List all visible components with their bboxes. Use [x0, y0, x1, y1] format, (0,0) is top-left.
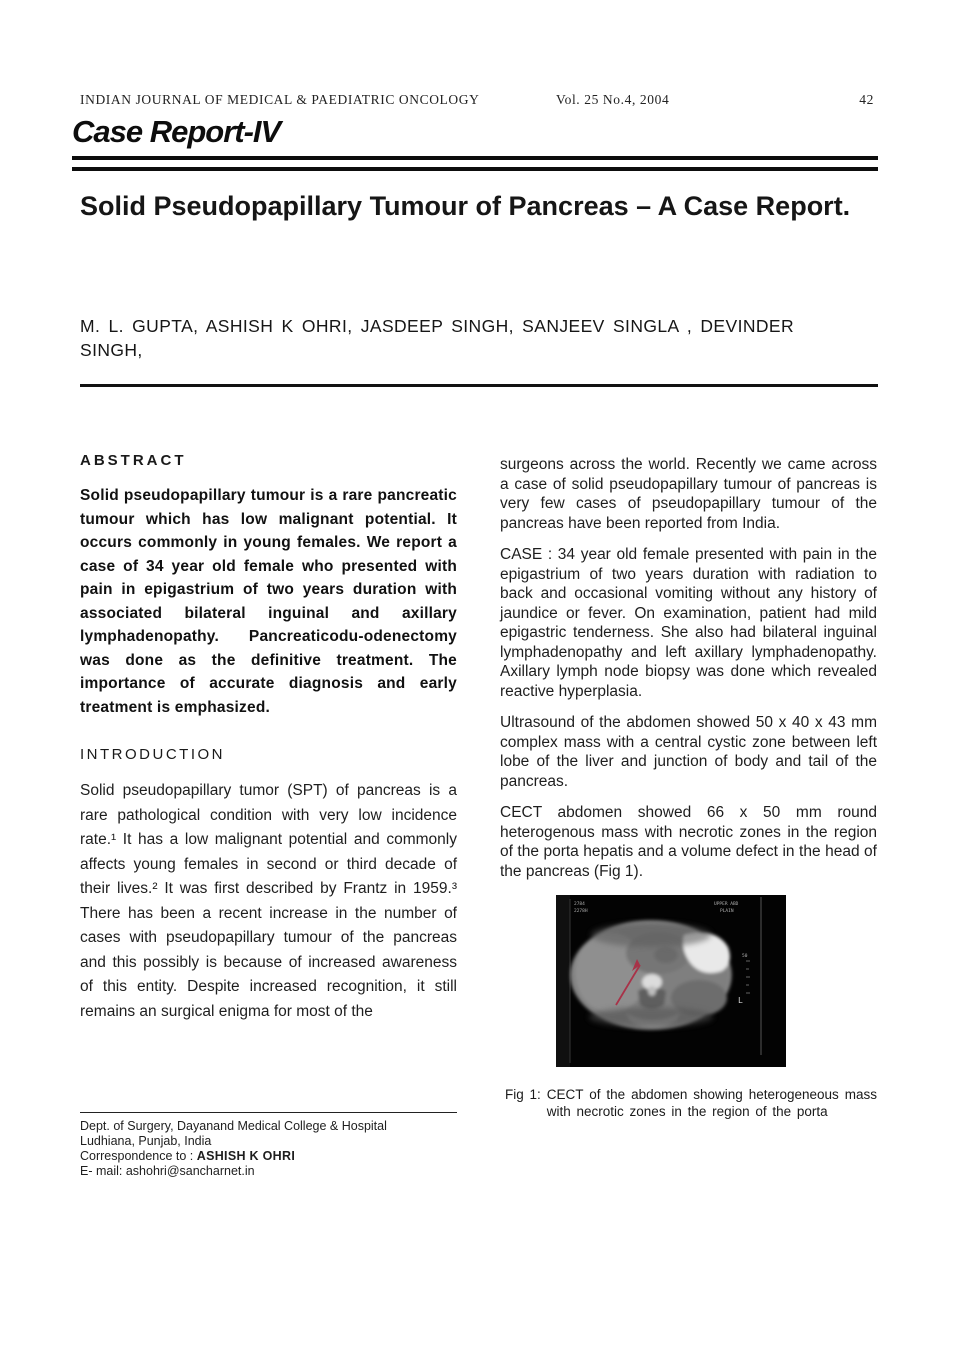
section-label: Case Report-IV — [72, 114, 281, 149]
cect-paragraph: CECT abdomen showed 66 x 50 mm round heterogenous mass with necrotic zones in the region of the porta hepatis and a volume defect in the head of the pancreas (Fig 1). — [500, 804, 877, 880]
affiliation-line-2: Ludhiana, Punjab, India — [80, 1134, 212, 1148]
ultrasound-paragraph: Ultrasound of the abdomen showed 50 x 40 x 43 mm complex mass with a central cystic zone between left lobe of the liver and junction of body and tail of the pancreas. — [500, 714, 877, 790]
article-authors: M. L. GUPTA, ASHISH K OHRI, JASDEEP SINGH, SANJEEV SINGLA , DEVINDER SINGH, — [80, 316, 795, 360]
abstract-body: Solid pseudopapillary tumour is a rare pancreatic tumour which has low malignant potential. It occurs commonly in young females. We report a case of 34 year old female who presented with pain in epigastrium of two years duration with associated bilateral inguinal and axillary lymphadenopathy. Pancreaticodu-odenectomy was done as the definitive treatment. The importance of accurate diagnosis and early treatment is emphasized. — [80, 487, 457, 716]
double-rule-bottom — [72, 167, 878, 171]
body-paragraph: surgeons across the world. Recently we came across a case of solid pseudopapillary tumour of pancreas is very few cases of pseudopapillary tumour of the pancreas have been reported from India. — [500, 456, 877, 532]
right-column — [500, 455, 877, 1120]
case-paragraph: CASE : 34 year old female presented with pain in the epigastrium of two years duration with radiation to back and occasional vomiting without any history of jaundice or fever. On examination, patient had mild epigastric tenderness. She also had bilateral inguinal lymphadenopathy and left axillary lymphadenopathy. Axillary lymph node biopsy was done which revealed reactive hyperplasia. — [500, 546, 877, 700]
journal-name: INDIAN JOURNAL OF MEDICAL & PAEDIATRIC ONCOLOGY — [80, 92, 480, 107]
abstract-heading: ABSTRACT — [80, 452, 187, 469]
double-rule-top — [72, 156, 878, 160]
correspondence-label: Correspondence to : — [80, 1149, 197, 1163]
introduction-heading: INTRODUCTION — [80, 746, 225, 763]
figure-caption-text: CECT of the abdomen showing heterogeneous mass with necrotic zones in the region of the porta — [546, 1087, 877, 1119]
figure-1 — [556, 895, 786, 1067]
ct-film-edge-left — [556, 895, 570, 1067]
ct-side-marker-L: L — [738, 996, 743, 1005]
article-title: Solid Pseudopapillary Tumour of Pancreas – A Case Report. — [80, 191, 851, 221]
introduction-body: Solid pseudopapillary tumor (SPT) of pancreas is a rare pathological condition with very low incidence rate.¹ It has a low malignant potential and commonly affects young females in second or third decade of their lives.² It was first described by Frantz in 1959.³ There has been a recent increase in the number of cases with pseudopapillary tumour of the pancreas and this possibly is because of increased awareness of this entity. Despite increased recognition, it still remains an surgical enigma for most of the — [80, 782, 457, 1020]
figure-1-caption — [505, 1087, 877, 1120]
journal-page-number: 42 — [859, 92, 874, 107]
footnote-block — [80, 1112, 457, 1179]
affiliation-line-1: Dept. of Surgery, Dayanand Medical College & Hospital — [80, 1119, 387, 1133]
correspondence-name: ASHISH K OHRI — [196, 1149, 296, 1163]
ct-info-label-2: PLAIN — [720, 909, 734, 914]
authors-rule — [80, 384, 878, 387]
figure-caption-label: Fig 1: — [505, 1087, 541, 1102]
ct-id-label-2: 2278H — [574, 909, 588, 914]
journal-header — [80, 92, 876, 108]
ct-necrotic-zone — [654, 947, 678, 963]
journal-volume: Vol. 25 No.4, 2004 — [556, 92, 670, 107]
ct-info-label-1: UPPER ABD — [714, 902, 739, 907]
correspondence-line — [80, 1149, 457, 1164]
left-column — [80, 452, 457, 1024]
ct-scale-value: 50 — [742, 954, 748, 959]
cect-scan-image — [556, 895, 786, 1067]
ct-spinal-canal — [648, 986, 656, 996]
email-line: E- mail: ashohri@sancharnet.in — [80, 1164, 255, 1178]
ct-id-label-1: 2784 — [574, 902, 585, 907]
